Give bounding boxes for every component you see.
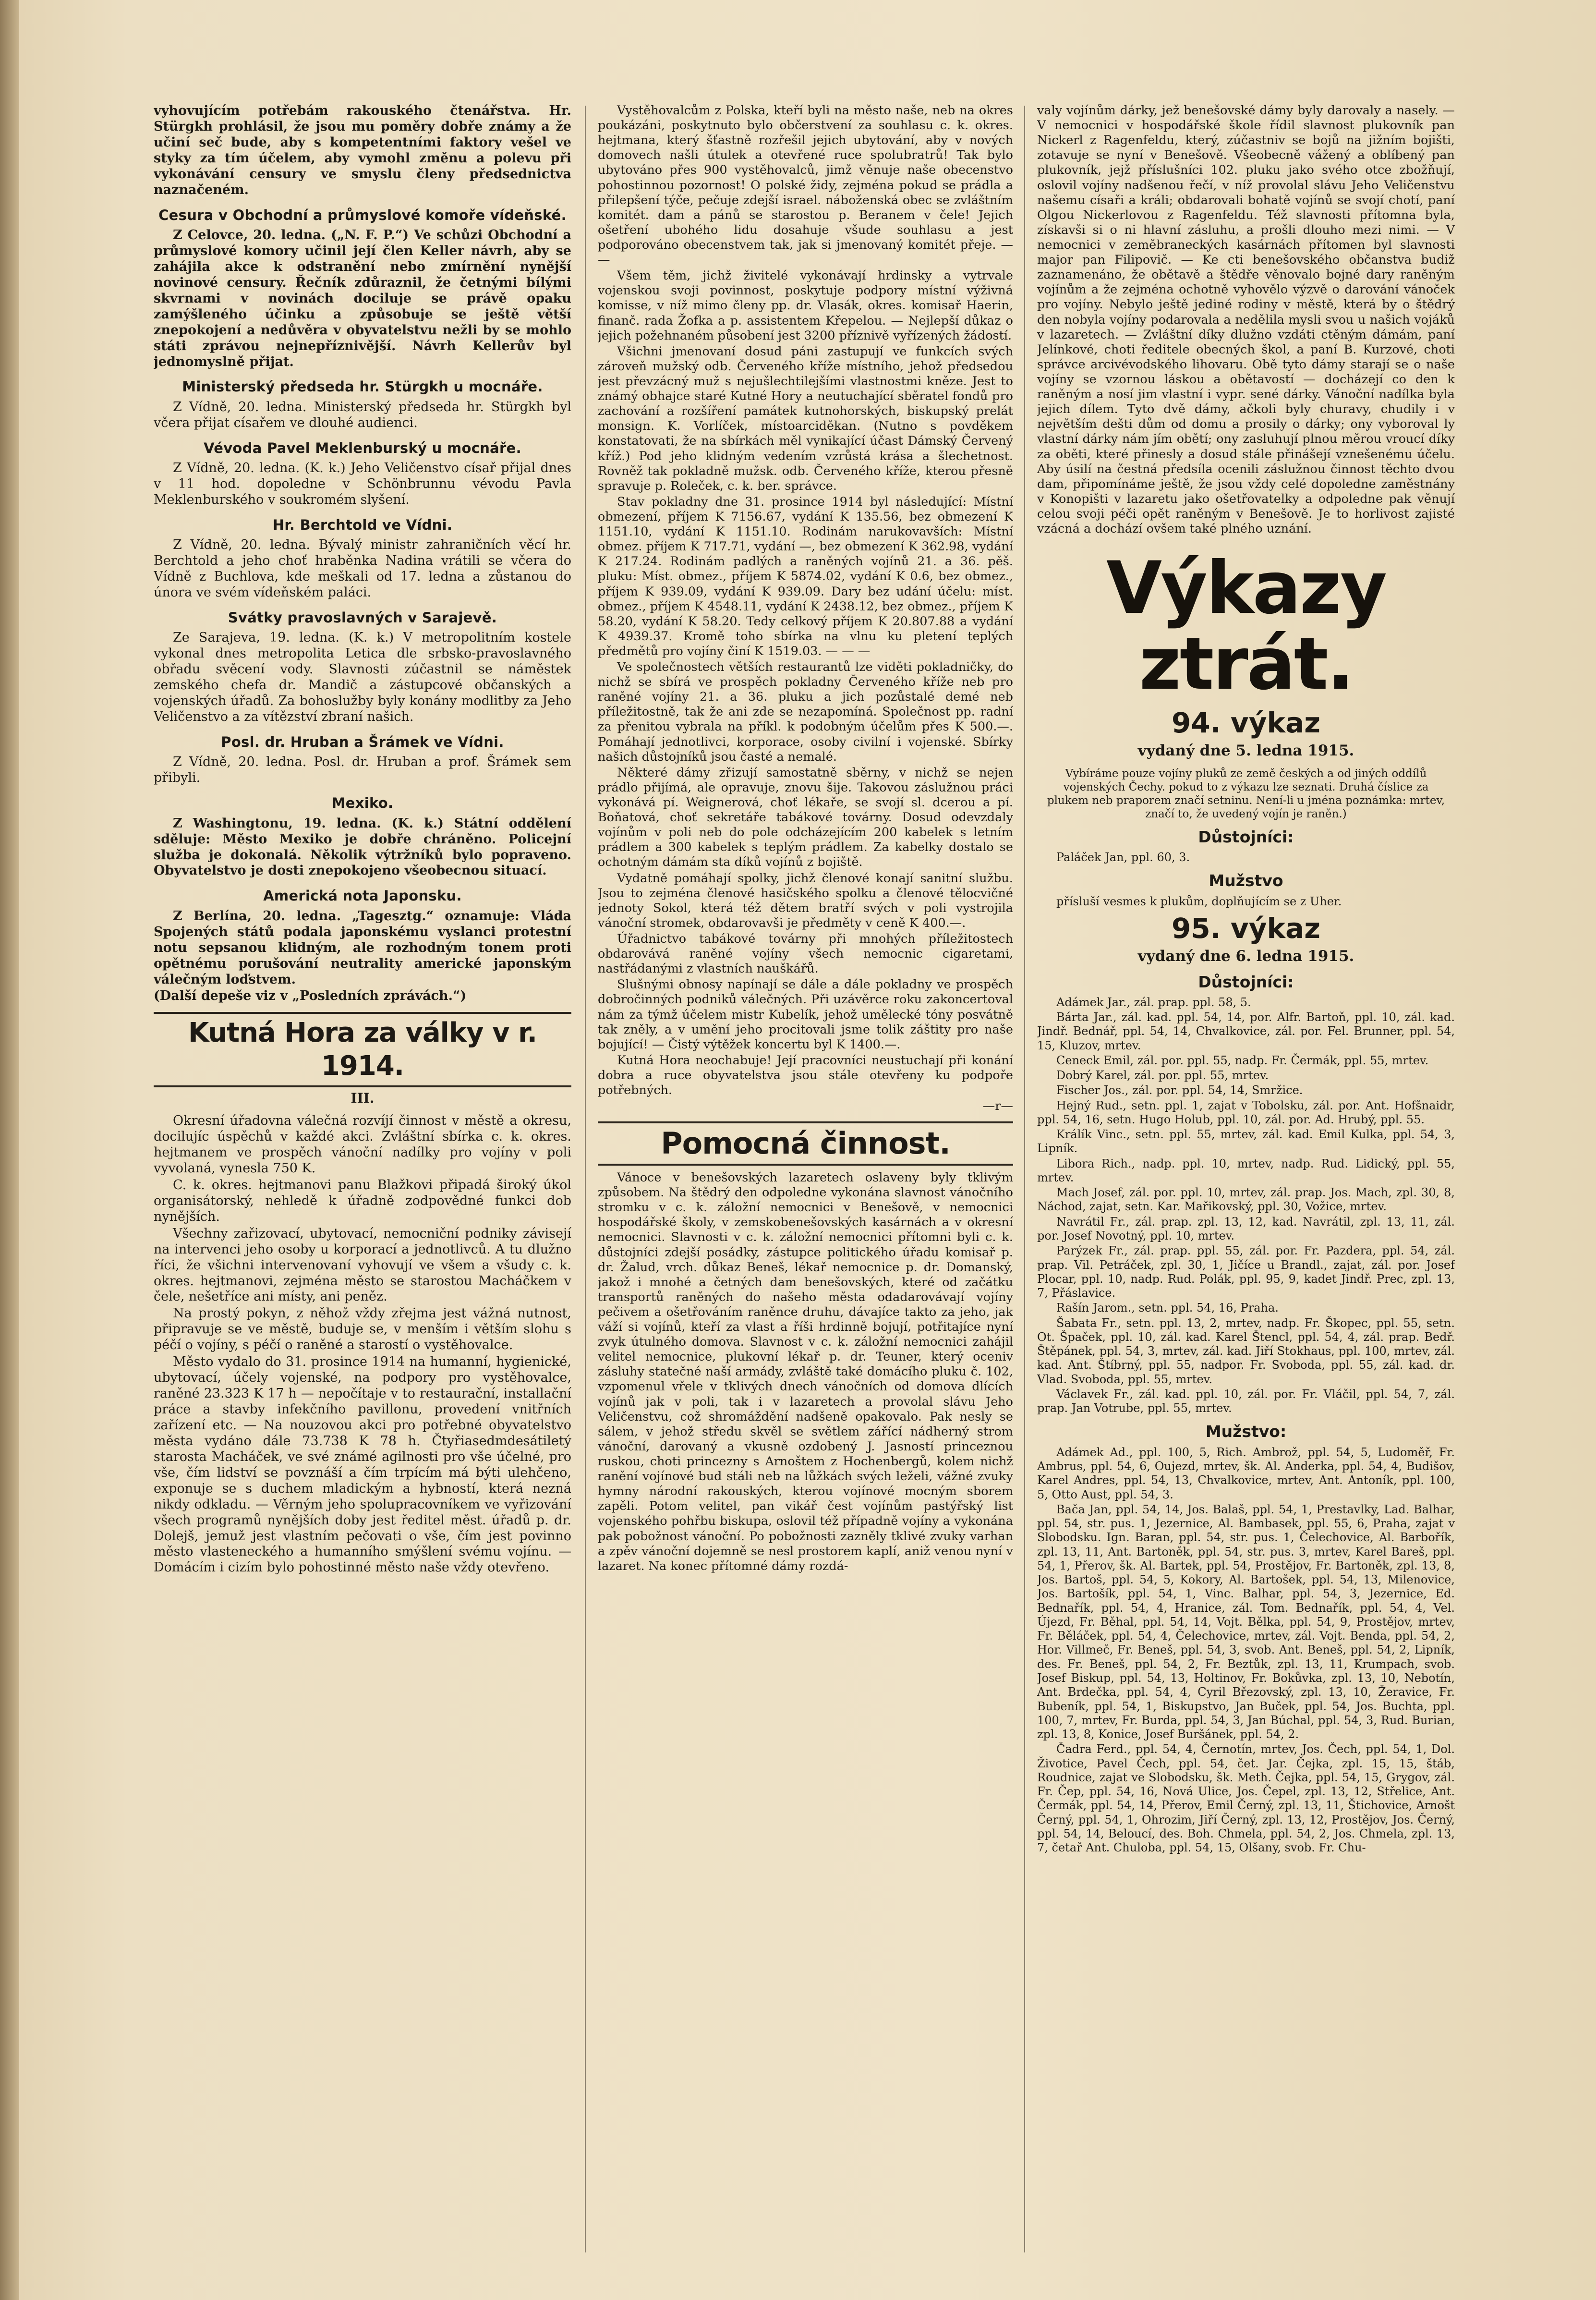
paragraph-sturgkh: Z Vídně, 20. ledna. Ministerský předseda hr. Stürgkh byl včera přijat císařem ve dlouhé audienci. (154, 399, 571, 430)
ladies-paragraph: Některé dámy zřizují samostatně sběrny, v nichž se nejen prádlo přijímá, ale opravuje, znovu šije. Takovou záslužnou práci vykonává pí. Weignerová, choť lékaře, se svojí sl. dcerou a pí. Boňatová, choť sekretáře tabákové továrny. Dosud odevzdaly vojínům v poli neb do pole odcházejícím 200 kabelek s letním prádlem a 300 kabelek s teplým prádlem. Za kabelky dostalo se ochotným dámám sta díků vojínů z bojiště. (598, 765, 1013, 870)
column-3 (1037, 103, 1455, 2255)
societies-paragraph: Vydatně pomáhají spolky, jichž členové konají sanitní službu. Jsou to zejména členové hasičského spolku a členové tělocvičné jednoty Sokol, která též dětem bratří svých v poli vystrojila vánoční stromek, obdarovavši je předměty v ceně K 400.—. (598, 871, 1013, 930)
heading-sturgkh: Ministerský předseda hr. Stürgkh u mocnáře. (182, 378, 543, 395)
report-95-officers-heading: Důstojníci: (1198, 972, 1294, 991)
officer-entry: Ceneck Emil, zál. por. ppl. 55, nadp. Fr. Čermák, ppl. 55, mrtev. (1056, 1053, 1429, 1067)
report-94-men-heading: Mužstvo (1209, 871, 1283, 890)
officer-entry: Navrátil Fr., zál. prap. zpl. 13, 12, kad. Navrátil, zpl. 13, 11, zál. por. Josef Novotný, ppl. 10, mrtev. (1037, 1215, 1455, 1243)
column-1 (154, 103, 571, 2255)
tobacco-factory-paragraph: Úřadnictvo tabákové továrny při mnohých příležitostech obdarovává raněné vojíny všech nemocnic cigaretami, nastřádanými z vlastních nauškářů. (598, 932, 1013, 976)
paragraph-berchtold: Z Vídně, 20. ledna. Bývalý ministr zahraničních věcí hr. Berchtold a jeho choť hraběnka Nadina vrátili se včera do Vídně z Buchlova, kde meškali od 17. ledna a zůstanou do února ve svém vídeňském paláci. (154, 537, 571, 600)
further-dispatches-note: (Další depeše viz v „Posledních zprávách.“) (154, 988, 467, 1004)
nutrition-commission-paragraph: Všem těm, jichž živitelé vykonávají hrdinsky a vytrvale vojenskou svoji povinnost, poskytuje podpory místní výživná komisse, v níž mimo členy pp. dr. Vlasák, okres. komisař Haerin, finanč. rada Žofka a p. assistentem Křepelou. — Nejlepší důkaz o jejich požehnaném působení jest 3200 příznivě vyřízených žádostí. (598, 268, 1013, 343)
binding-edge (0, 0, 19, 2300)
officer-entry: Mach Josef, zál. por. ppl. 10, mrtev, zál. prap. Jos. Mach, zpl. 30, 8, Náchod, zajat, setn. Kar. Mařikovský, ppl. 30, Vožice, mrtev. (1037, 1186, 1455, 1214)
officer-entry: Dobrý Karel, zál. por. ppl. 55, mrtev. (1056, 1069, 1269, 1083)
paragraph-hruban: Z Vídně, 20. ledna. Posl. dr. Hruban a prof. Šrámek sem přibyli. (154, 754, 571, 786)
treasury-paragraph: Stav pokladny dne 31. prosince 1914 byl následující: Místní obmezení, příjem K 7156.67, vydání K 135.56, bez obmezení K 1151.10, vydání K 1151.10. Rodinám narukovavších: Místní obmez. příjem K 717.71, vydání —, bez obmezení K 362.98, vydání K 217.24. Rodinám padlých a raněných vojínů 21. a 36. pěš. pluku: Míst. obmez., příjem K 5874.02, vydání K 0.6, bez obmez., příjem K 939.09, vydání K 939.09. Dary bez udání účelu: míst. obmez., příjem K 4548.11, vydání K 2438.12, bez obmez., příjem K 58.20, vydání K 58.20. Tedy celkový příjem K 20.807.88 a vydání K 4939.37. Kromě toho sbírka na vlnu ku pletení teplých předmětů pro vojíny činí K 1519.03. — — — (598, 494, 1013, 658)
officer-entry: Libora Rich., nadp. ppl. 10, mrtev, nadp. Rud. Lidický, ppl. 55, mrtev. (1037, 1156, 1455, 1184)
report-94-officer-entry: Paláček Jan, ppl. 60, 3. (1056, 851, 1190, 864)
officer-entry: Fischer Jos., zál. por. ppl. 54, 14, Smržice. (1056, 1083, 1303, 1097)
column-2 (598, 103, 1013, 2255)
intro-paragraph: vyhovujícím potřebám rakouského čtenářstva. Hr. Stürgkh prohlásil, že jsou mu poměry dobře známy a že učiní seč bude, aby s kompetentními faktory vešel ve styky za tím účelem, aby vymohl změnu a polevu při vykonávání censury ve smyslu členy předsednictva naznačeném. (154, 103, 571, 197)
heading-hruban: Posl. dr. Hruban a Šrámek ve Vídni. (221, 734, 504, 750)
kutna-paragraph-2: C. k. okres. hejtmanovi panu Blažkovi připadá široký úkol organisátorský, nehledě k úřadně zodpovědné funkci dob nynějších. (154, 1177, 571, 1224)
report-94-title: 94. výkaz (1171, 706, 1321, 740)
closing-paragraph: Kutná Hora neochabuje! Její pracovníci neustuchají při konání dobra a ruce obyvatelstva jsou stále otevřeny ku podpoře potřebných. (598, 1053, 1013, 1098)
officer-entry: Rašín Jarom., setn. ppl. 54, 16, Praha. (1056, 1301, 1279, 1315)
report-94-note: Vybíráme pouze vojíny pluků ze země českých a od jiných oddílů vojenských Čechy. pokud to z výkazu lze seznati. Druhá číslice za plukem neb praporem značí setninu. Není-li u jména poznámka: mrtev, značí to, že uvedený vojín je raněn.) (1047, 767, 1445, 820)
paragraph-japonsko: Z Berlína, 20. ledna. „Tagesztg.“ oznamuje: Vláda Spojených států podala japonskému vyslanci protestní notu sepsanou klidným, ale rozhodným tonem proti opětnému porušování neutrality americké japonským válečným loďstvem. (154, 908, 571, 987)
kubelik-paragraph: Slušnými obnosy napínají se dále a dále pokladny ve prospěch dobročinných podniků válečných. Při uzávěrce roku zakoncertoval nám za týmž účelem mistr Kubelík, jehož umělecké tóny posvátně tak zněly, a v umění jeho procitovali jsme tolik záštity pro naše bojující! — Čistý výtěžek koncertu byl K 1400.—. (598, 977, 1013, 1052)
heading-sarajevo: Svátky pravoslavných v Sarajevě. (228, 609, 497, 626)
paragraph-sarajevo: Ze Sarajeva, 19. ledna. (K. k.) V metropolitním kostele vykonal dnes metropolita Letica dle srbsko-pravoslavného obřadu svěcení vody. Slavnosti zúčastnil se náměstek zemského chefa dr. Mandič a zástupcové občanských a vojenských úřadů. Za bohoslužby byly konány modlitby za Jeho Veličenstvo a za vítězství zbraní našich. (154, 630, 571, 725)
red-cross-paragraph: Všichni jmenovaní dosud páni zastupují ve funkcích svých zároveň mužský odb. Červeného kříže místního, jehož předsedou jest převzácný muž s nejušlechtilejšími vlastnostmi kněze. Jest to známý obhajce staré Kutné Hory a neutuchající sběratel fondů pro zachování a rozšíření památek kutnohorských, biskupský prelát monsign. K. Vorlíček, místoarciděkan. (Nutno s povděkem konstatovati, že na sbírkách měl vynikající účast Dámský Červený kříž.) Pod jeho klidným vedením vzrůstá krása a šlechetnost. Rovněž tak pokladně mužsk. odb. Červeného kříže, kterou přesně spravuje p. Roleček, c. k. ber. správce. (598, 344, 1013, 493)
paragraph-cesura: Z Celovce, 20. ledna. („N. F. P.“) Ve schůzi Obchodní a průmyslové komory učinil její člen Keller návrh, aby se zahájila akce k odstranění nebo zmírnění nynější novinové censury. Řečník zdůraznil, že četnými bílými skvrnami v novinách dociluje se právě opaku zamýšleného účinku a způsobuje se ještě větší znepokojení a nedůvěra v obyvatelstvu nežli by se mohlo státi zprávou nejnepříznivější. Návrh Kellerův byl jednomyslně přijat. (154, 228, 571, 369)
report-94-officers-heading: Důstojníci: (1198, 827, 1294, 846)
column-rule-2 (1024, 106, 1025, 2252)
men-entry: Adámek Ad., ppl. 100, 5, Rich. Ambrož, ppl. 54, 5, Ludoměř, Fr. Ambrus, ppl. 54, 6, Oujezd, mrtev, šk. Al. Anderka, ppl. 54, 4, Budišov, Karel Andres, ppl. 54, 13, Chvalkovice, mrtev, Ant. Antoník, ppl. 100, 5, Otto Aust, ppl. 54, 3. (1037, 1445, 1455, 1501)
officer-entry: Bárta Jar., zál. kad. ppl. 54, 14, por. Alfr. Bartoň, ppl. 10, zál. kad. Jindř. Bednář, ppl. 54, 14, Chvalkovice, zál. por. Fel. Brunner, ppl. 54, 15, Kluzov, mrtev. (1037, 1010, 1455, 1052)
officer-entry: Šabata Fr., setn. ppl. 13, 2, mrtev, nadp. Fr. Škopec, ppl. 55, setn. Ot. Špaček, ppl. 10, zál. kad. Karel Štencl, ppl. 54, 4, zál. prap. Bedř. Štěpánek, ppl. 54, 3, mrtev, zál. kad. Jiří Stokhaus, ppl. 100, mrtev, zál. kad. Ant. Štíbrný, ppl. 55, nadpor. Fr. Svoboda, ppl. 55, zál. kad. dr. Vlad. Svoboda, ppl. 55, mrtev. (1037, 1316, 1455, 1386)
report-95-men-heading: Mužstvo: (1205, 1422, 1287, 1441)
heading-meklenburg: Vévoda Pavel Meklenburský u mocnáře. (204, 439, 521, 456)
benesov-continuation-paragraph: valy vojínům dárky, jež benešovské dámy byly darovaly a nasely. — V nemocnici v hospodářské škole řídil slavnost plukovník pan Nickerl z Ragenfeldu, který, zúčastniv se bojů na jižním bojišti, zotavuje se nyní v Benešově. Všeobecně vážený a oblíbený pan plukovník, jejž příslušníci 102. pluku jako svého otce zbožňují, oslovil vojíny nadšenou řečí, v níž provolal slávu Jeho Veličenstvu našemu císaři a králi; obdarovali bohatě vojínů se svojí chotí, paní Olgou Nickerlovou z Ragenfeldu. Též slavnosti přítomna byla, získavši si o ni hlavní zásluhu, a prošli dlouho mezi nimi. — V nemocnici v zeměbraneckých kasárnách přítomen byl slavnosti major pan Filipovič. — Ke cti benešovského občanstva budiž zaznamenáno, že obětavě a štědře věnovalo bojné dary raněným vojínům a že zejména ochotně vyhovělo výzvě o darování vánoček pro vojíny. Nebylo ještě jediné rodiny v městě, která by o štědrý den nobyla vojíny podarovala a nedělila mysli svou u našich vojáků v lazaretech. — Zvláštní díky dlužno vzdáti ctěným dámám, paní Jelínkové, choti ředitele obecných škol, a paní B. Kurzové, choti správce arcivévodského lihovaru. Obě tyto dámy starají se o naše vojíny se vzornou láskou a obětavostí — docházejí co den k raněným a nosí jim vlastní i vypr. sené dárky. Vánoční nadílka byla jejich dílem. Tyto dvě dámy, ačkoli byly churavy, chudily i v největším dešti dům od domu a prosily o dárky; ony vyboroval ly vlastní dárky nám jím obětí; ony zasluhují plnou měrou vroucí díky za oběti, které přinesly a dosud stále přinášejí vznešenému účelu. Aby úsilí na čestná předsíla ocenili záslužnou činnost těchto dvou dam, připomínáme ještě, že jsou vždy celé dopoledne zaměstnány v Konopišti v lazaretu jako ošetřovatelky a odpoledne pak věnují celou svoji péči opět raněným v Benešově. Je to horlivost zajisté vzácná a dochází ovšem také plného uznání. (1037, 103, 1455, 536)
men-entry: Čadra Ferd., ppl. 54, 4, Černotín, mrtev, Jos. Čech, ppl. 54, 1, Dol. Životice, Pavel Čech, ppl. 54, čet. Jar. Čejka, zpl. 15, 15, štáb, Roudnice, zajat ve Slobodsku, šk. Meth. Čejka, ppl. 54, 15, Grygov, zál. Fr. Čep, ppl. 54, 16, Nová Ulice, Jos. Čepel, zpl. 13, 12, Střelice, Ant. Čermák, ppl. 54, 14, Přerov, Emil Černý, zpl. 13, 11, Štichovice, Arnošt Černý, ppl. 54, 1, Ohrozim, Jiří Černý, zpl. 13, 12, Prostějov, Jos. Černý, ppl. 54, 14, Beloucí, des. Boh. Chmela, ppl. 54, 2, Jos. Chmela, zpl. 13, 7, četař Ant. Chuloba, ppl. 54, 15, Olšany, svob. Fr. Chu- (1037, 1742, 1455, 1855)
paragraph-mexiko: Z Washingtonu, 19. ledna. (K. k.) Státní oddělení sděluje: Město Mexiko je dobře chráněno. Policejní služba je dokonalá. Několik výtržníků bylo popraveno. Obyvatelstvo je dosti znepokojeno všeobecnou situací. (154, 815, 571, 878)
report-94-men-entry: přísluší vesmes k plukům, doplňujícím se z Uher. (1056, 894, 1342, 908)
paragraph-meklenburg: Z Vídně, 20. ledna. (K. k.) Jeho Veličenstvo císař přijal dnes v 11 hod. dopoledne v Schönbrunnu vévodu Pavla Meklenburského v soukromém slyšení. (154, 461, 571, 507)
casualty-lists-headline: Výkazy ztrát. (1106, 547, 1386, 706)
restaurant-collections-paragraph: Ve společnostech větších restaurantů lze viděti pokladničky, do nichž se sbírá ve prospěch pokladny Červeného kříže neb pro raněné vojíny 21. a 36. pluku a jich pozůstalé demé neb příležitostně, tak že ani zde se nezapomíná. Společnost pp. radní za přenitou vybrala na příkl. k podobným účelům přes K 500.—. Pomáhají jednotlivci, korporace, osoby civilní i vojenské. Sbírky našich důstojníků jsou časté a nemalé. (598, 660, 1013, 764)
kutna-paragraph-1: Okresní úřadovna válečná rozvíjí činnost v městě a okresu, docilujíc úspěchů v každé akci. Zvláštní sbírka c. k. okres. hejtmanem ve prospěch vánoční nadílky pro vojíny v poli vyvolaná, vynesla 750 K. (154, 1113, 571, 1176)
pomocna-cinnost-headline: Pomocná činnost. (598, 1121, 1013, 1166)
heading-mexiko: Mexiko. (331, 795, 394, 812)
kutna-hora-headline: Kutná Hora za války v r. 1914. (154, 1012, 571, 1087)
heading-cesura: Cesura v Obchodní a průmyslové komoře vídeňské. (158, 207, 567, 223)
men-entry: Bača Jan, ppl. 54, 14, Jos. Balaš, ppl. 54, 1, Prestavlky, Lad. Balhar, ppl. 54, str. pus. 1, Jezernice, Al. Bambasek, ppl. 55, 6, Praha, zajat v Slobodsku. Ign. Baran, ppl. 54, str. pus. 1, Čelechovice, Al. Barbořík, zpl. 13, 11, Ant. Bartoněk, ppl. 54, str. pus. 3, mrtev, Karel Bareš, ppl. 54, 1, Přerov, šk. Al. Bartek, ppl. 54, Prostějov, Fr. Bartoněk, zpl. 13, 8, Jos. Bartoš, ppl. 54, 5, Kokory, Al. Bartošek, ppl. 54, 13, Milenovice, Jos. Bartošík, ppl. 54, 1, Vinc. Balhar, ppl. 54, 3, Jezernice, Ed. Bednařík, ppl. 54, 4, Hranice, zál. Tom. Bednařík, ppl. 54, 4, Vel. Újezd, Fr. Běhal, ppl. 54, 14, Vojt. Bělka, ppl. 54, 9, Prostějov, mrtev, Fr. Běláček, ppl. 54, 4, Čelechovice, mrtev, zál. Vojt. Benda, ppl. 54, 2, Hor. Villmeč, Fr. Beneš, ppl. 54, 3, svob. Ant. Beneš, ppl. 54, 2, Lipník, des. Fr. Beneš, ppl. 54, 2, Fr. Beztůk, zpl. 13, 11, Krumpach, svob. Josef Biskup, ppl. 54, 13, Holtinov, Fr. Bokůvka, zpl. 13, 10, Nebotín, Ant. Brdečka, ppl. 54, 4, Cyril Březovský, zpl. 13, 10, Žeravice, Fr. Bubeník, ppl. 54, 1, Biskupstvo, Jan Buček, ppl. 54, Jos. Buchta, ppl. 100, 7, mrtev, Fr. Burda, ppl. 54, 3, Jan Búchal, ppl. 54, 3, Rud. Burian, zpl. 13, 8, Konice, Josef Buršánek, ppl. 54, 2. (1037, 1502, 1455, 1741)
heading-berchtold: Hr. Berchtold ve Vídni. (272, 516, 453, 533)
report-95-title: 95. výkaz (1171, 912, 1321, 945)
officer-entry: Hejný Rud., setn. ppl. 1, zajat v Tobolsku, zál. por. Ant. Hofšnaidr, ppl. 54, 16, setn. Hugo Holub, ppl. 10, zál. por. Ad. Hrubý, ppl. 55. (1037, 1098, 1455, 1126)
report-94-date: vydaný dne 5. ledna 1915. (1137, 742, 1354, 759)
refugees-paragraph: Vystěhovalcům z Polska, kteří byli na město naše, neb na okres poukázáni, poskytnuto bylo občerstvení za souhlasu c. k. okres. hejtmana, který šťastně rozřešil jejich ubytování, aby v nových domovech našli útulek a otevřené ruce spolubratrů! Tak bylo ubytováno přes 900 vystěhovalců, jimž věnuje naše obecenstvo pohostinnou pozornost! O polské židy, zejména pokud se prádla a přilepšení týče, pečuje zdejší israel. náboženská obec se zvláštním komitét. dam a pánů se starostou p. Beranem v čele! Jejich ošetření ubohého lidu dosahuje všude souhlasu a jest podporováno obecenstvem tak, jak si jmenovaný komitét přeje. — — (598, 103, 1013, 268)
report-95-date: vydaný dne 6. ledna 1915. (1137, 947, 1354, 965)
column-rule-1 (585, 106, 586, 2252)
kutna-paragraph-4: Na prostý pokyn, z něhož vždy zřejma jest vážná nutnost, připravuje se ve městě, buduje se, v menším i větším slohu s péčí o vojíny, s péčí o raněné a starostí o vystěhovalce. (154, 1306, 571, 1353)
kutna-paragraph-3: Všechny zařizovací, ubytovací, nemocniční podniky závisejí na intervenci jeho osoby u korporací a jednotlivců. A tu dlužno říci, že všichni intervenovaní vyhovují ve všem a všudy c. k. okres. hejtmanovi, zejména město se starostou Macháčkem v čele, nešetříce ani místy, ani peněz. (154, 1226, 571, 1304)
kutna-paragraph-5: Město vydalo do 31. prosince 1914 na humanní, hygienické, ubytovací, účely vojenské, na podpory pro vystěhovalce, raněné 23.323 K 17 h — nepočítaje v to restaurační, installační práce a stavby infekčního pavillonu, provedení vnitřních zařízení etc. — Na nouzovou akci pro potřebné obyvatelstvo města vydáno dále 73.738 K 78 h. Čtyřiasedmdesátiletý starosta Macháček, ve své známé agilnosti pro vše účelné, pro vše, čím lidství se povznáší a čím trpícím má býti ulehčeno, exponuje se s duchem mladickým a hybností, která nezná nikdy odkladu. — Věrným jeho spolupracovníkem ve vyřizování všech programů nynějších doby jest ředitel měst. úřadů p. dr. Dolejš, jemuž jest vlastním pečovati o vše, čím jest povinno město vlasteneckého a humanního smýšlení svému vojínu. — Domácím i cizím bylo pohostinné město naše vždy otevřeno. (154, 1354, 571, 1575)
part-number: III. (351, 1090, 375, 1106)
officer-entry: Václavek Fr., zál. kad. ppl. 10, zál. por. Fr. Vláčil, ppl. 54, 7, zál. prap. Jan Votrube, ppl. 55, mrtev. (1037, 1387, 1455, 1415)
heading-japonsko: Americká nota Japonsku. (263, 888, 462, 904)
officer-entry: Adámek Jar., zál. prap. ppl. 58, 5. (1056, 995, 1251, 1009)
officer-entry: Parýzek Fr., zál. prap. ppl. 55, zál. por. Fr. Pazdera, ppl. 54, zál. prap. Vil. Petráček, zpl. 30, 1, Jičíce u Brandl., zajat, zál. por. Josef Plocar, ppl. 10, nadp. Rud. Polák, ppl. 95, 9, kadet Jindř. Prec, zpl. 13, 7, Přáslavice. (1037, 1244, 1455, 1300)
author-mark: —r— (982, 1099, 1013, 1114)
benesov-christmas-paragraph: Vánoce v benešovských lazaretech oslaveny byly tklivým způsobem. Na štědrý den odpoledne vykonána slavnost vánočního stromku v c. k. záložní nemocnici v Benešově, v nemocnici hospodářské školy, v zemskobenešovských kasárnách a v okresní nemocnici. Slavnosti v c. k. záložní nemocnici přítomni byli c. k. důstojníci zdejší posádky, zástupce politického úřadu komisař p. dr. Žalud, vrch. důkaz Beneš, lékař nemocnice p. dr. Domanský, jakož i mnohé a četných dam benešovských, které od začátku transportů raněných do našeho města odadarovávají vojíny pečivem a ošetřováním raněnce druhu, dávajíce takto za jeho, jak váží si vojínů, kteří za vlast a říši hrdinně bojují, potřitajíce nyní zvyk útulného domova. Slavnost v c. k. záložní nemocnici zahájil velitel nemocnice, plukovní lékař p. dr. Teuner, který oceniv zásluhy statečné naší armády, zvláště také domácího pluku č. 102, vzpomenul vřele v tklivých dnech vánočních od domova dlících vojínů jak v poli, tak i v lazaretech a provolal slávu Jeho Veličenstvu, což shromáždění nadšeně opakovalo. Pak nesly se sálem, v jehož středu skvěl se světlem zářící nádherný strom vánoční, darovaný a vkusně ozdobený J. Jasností princeznou ruskou, choti princezny s Arnoštem z Hochenbergů, kolem nichž ranění vojínové bud stáli neb na lůžkách svých leželi, vážné zvuky hymny národní rakouských, kterou vojínové mocným sborem zapěli. Potom velitel, pan vikář čest vojínům pastýřský list vojenského pohřbu biskupa, oslovil též případně vojíny a vykonána pak pobožnost vánoční. Po pobožnosti zazněly tklivé zvuky varhan a zpěv vánoční dojemně se nesl prostorem kaplí, aniž venou nyní v lazaret. Na konec přítomné dámy rozdá- (598, 1170, 1013, 1573)
officer-entry: Králík Vinc., setn. ppl. 55, mrtev, zál. kad. Emil Kulka, ppl. 54, 3, Lipník. (1037, 1128, 1455, 1156)
